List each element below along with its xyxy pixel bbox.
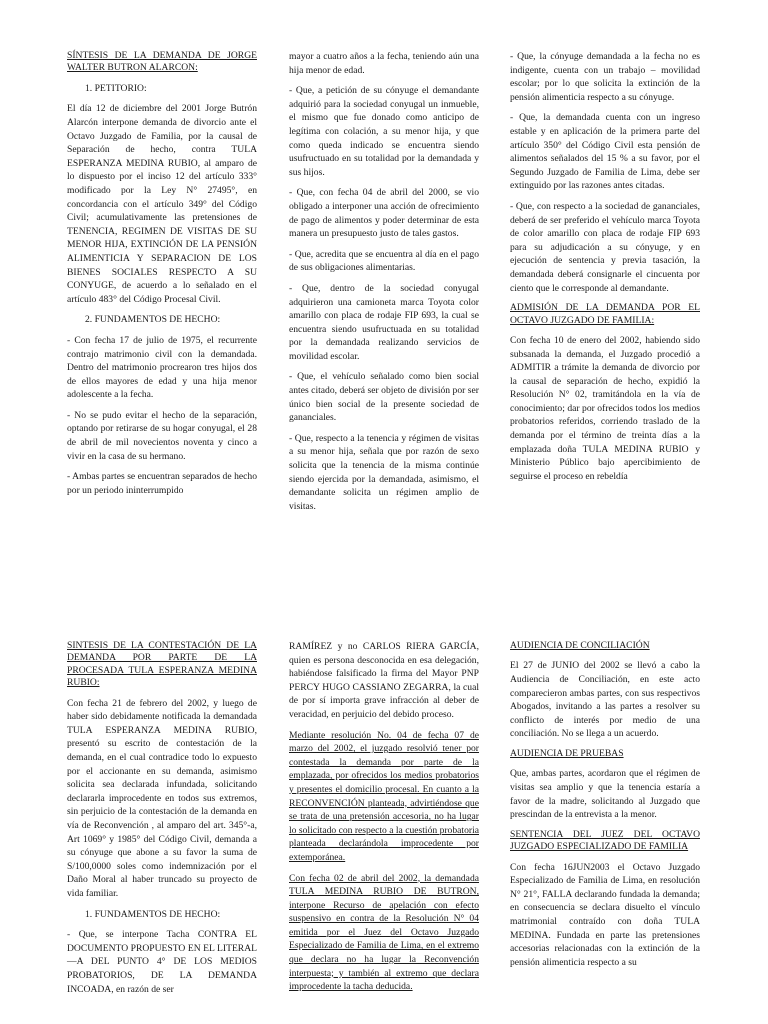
column-right-top	[510, 50, 700, 490]
paragraph: - No se pudo evitar el hecho de la separación, optando por retirarse de su hogar conyugal, el 28 de abril de mil novecientos noventa y cinco a vivir en la casa de su hermano.	[67, 409, 257, 462]
paragraph: Con fecha 21 de febrero del 2002, y luego de haber sido debidamente notificada la demandada TULA ESPERANZA MEDINA RUBIO, presentó su escrito de contestación de la demanda, en el cual contradice todo lo expuesto por el accionante en su demanda, asimismo solicita sea declarada infundada, solicitando declararla improcedente en todos sus extremos, sin perjuicio de la contestación de la demanda en vía de Reconvención , al amparo del art. 345°-a, Art 1069° y 1985° del Código Civil, demanda a su cónyuge que abone a su favor la suma de S/100,0000 soles como indemnización por el Daño Moral al haber truncado su proyecto de vida familiar.	[67, 697, 257, 899]
paragraph: - Que, respecto a la tenencia y régimen de visitas a su menor hija, señala que por razón de sexo solicita que la tenencia de la misma continúe siendo ejercida por la demandada, asimismo, el demandante solicita un régimen amplio de visitas.	[289, 432, 479, 512]
paragraph: El día 12 de diciembre del 2001 Jorge Butrón Alarcón interpone demanda de divorcio ante el Octavo Juzgado de Familia, por la causal de Separación de hecho, contra TULA ESPERANZA MEDINA RUBIO, al amparo de lo dispuesto por el inciso 12 del artículo 333° modificado por la Ley N° 27495°, en concordancia con el artículo 349° del Código Civil; acumulativamente las pretensiones de TENENCIA, REGIMEN DE VISITAS DE SU MENOR HIJA, EXTINCIÓN DE LA PENSIÓN ALIMENTICIA Y SEPARACION DE LOS BIENES SOCIALES RESPECTO A SU CONYUGE, de acuerdo a lo señalado en el artículo 483° del Código Procesal Civil.	[67, 103, 257, 305]
page-upper-half	[0, 50, 768, 550]
paragraph: RAMÍREZ y no CARLOS RIERA GARCÍA, quien es persona desconocida en esa delegación, habiéndose falsificado la firma del Mayor PNP PERCY HUGO CASSIANO ZEGARRA, la cual de por sí importa grave infracción al deber de veracidad, en perjuicio del debido proceso.	[289, 641, 479, 720]
section-heading: SINTESIS DE LA CONTESTACIÓN DE LA DEMANDA POR PARTE DE LA PROCESADA TULA ESPERANZA MEDINA RUBIO:	[67, 640, 257, 689]
underlined-paragraph: Con fecha 02 de abril del 2002, la demandada TULA MEDINA RUBIO DE BUTRON, interpone Recurso de apelación con efecto suspensivo en contra de la Resolución N° 04 emitida por el Juez del Octavo Juzgado Especializado de Familia de Lima, en el extremo que declara no ha lugar la Reconvención interpuesta; y también al extremo que declara improcedente la tacha deducida.	[289, 872, 479, 993]
paragraph: - Que, a petición de su cónyuge el demandante adquirió para la sociedad conyugal un inmueble, el mismo que fue donado como anticipo de legítima con colación, a su menor hija, y que como queda indicado se encuentra siendo usufructuado en su totalidad por la demandada y sus hijos.	[289, 85, 479, 178]
numbered-heading: 1. FUNDAMENTOS DE HECHO:	[85, 908, 221, 920]
section-heading: SENTENCIA DEL JUEZ DEL OCTAVO JUZGADO ESPECIALIZADO DE FAMILIA	[510, 828, 700, 853]
page-lower-half	[0, 640, 768, 1024]
paragraph: Con fecha 10 de enero del 2002, habiendo sido subsanada la demanda, el Juzgado procedió a ADMITIR a trámite la demanda de divorcio por la causal de separación de hecho, expidió la Resolución N° 02, tramitándola en la vía de conocimiento; dar por ofrecidos todos los medios probatorios referidos, corriendo traslado de la demanda por el término de treinta días a la emplazada doña TULA MEDINA RUBIO y Ministerio Público bajo apercibimiento de seguirse el proceso en rebeldía	[510, 334, 700, 482]
section-heading: AUDIENCIA DE PRUEBAS	[510, 747, 624, 759]
paragraph: Que, ambas partes, acordaron que el régimen de visitas sea amplio y que la tenencia estaría a favor de la madre, solicitando al Juzgado que prescindan de la entrevista a la menor.	[510, 768, 700, 821]
paragraph: Con fecha 16JUN2003 el Octavo Juzgado Especializado de Familia de Lima, en resolución N° 21°, FALLA declarando fundada la demanda; en consecuencia se declara disuelto el vínculo matrimonial contraído con doña TULA MEDINA. Fundada en parte las pretensiones accesorias relacionadas con la extinción de la pensión alimenticia respecto a su	[510, 861, 700, 968]
paragraph: - Que, se interpone Tacha CONTRA EL DOCUMENTO PROPUESTO EN EL LITERAL —A DEL PUNTO 4° DE LOS MEDIOS PROBATORIOS, DE LA DEMANDA INCOADA, en razón de ser	[67, 929, 257, 995]
paragraph: mayor a cuatro años a la fecha, teniendo aún una hija menor de edad.	[289, 51, 479, 76]
numbered-heading: 2. FUNDAMENTOS DE HECHO:	[85, 314, 221, 326]
numbered-heading: 1. PETITORIO:	[85, 82, 147, 94]
column-middle-top	[289, 50, 479, 520]
column-middle-bottom	[289, 640, 479, 1001]
paragraph: - Que, con fecha 04 de abril del 2000, se vio obligado a interponer una acción de ofrecimiento de pago de alimentos y poder determinar de esta manera un presupuesto justo de tales gastos.	[289, 187, 479, 240]
column-right-bottom	[510, 640, 700, 976]
paragraph: El 27 de JUNIO del 2002 se llevó a cabo la Audiencia de Conciliación, en este acto comparecieron ambas partes, con sus respectivos Abogados, invitando a las partes a resolver su conflicto de interés por medio de una conciliación. No se llega a un acuerdo.	[510, 660, 700, 740]
paragraph: - Que, acredita que se encuentra al día en el pago de sus obligaciones alimentarias.	[289, 248, 479, 274]
paragraph: - Que, la cónyuge demandada a la fecha no es indigente, cuenta con un trabajo – movilidad escolar; por lo que solicita la extinción de la pensión alimenticia respecto a su cónyuge.	[510, 51, 700, 103]
paragraph: - Con fecha 17 de julio de 1975, el recurrente contrajo matrimonio civil con la demandada. Dentro del matrimonio procrearon tres hijos dos de ellos mayores de edad y una hija menor adolescente a la fecha.	[67, 334, 257, 401]
column-left-bottom	[67, 640, 257, 1003]
section-heading: AUDIENCIA DE CONCILIACIÓN	[510, 640, 650, 651]
paragraph: - Que, dentro de la sociedad conyugal adquirieron una camioneta marca Toyota color amarillo con placa de rodaje FIP 693, la cual se encuentra siendo usufructuada en su totalidad por la demandada realizando servicios de movilidad escolar.	[289, 282, 479, 362]
paragraph: - Que, el vehículo señalado como bien social antes citado, deberá ser objeto de división por ser único bien social de la presente sociedad de gananciales.	[289, 371, 479, 424]
section-heading: ADMISIÓN DE LA DEMANDA POR EL OCTAVO JUZGADO DE FAMILIA:	[510, 302, 700, 326]
paragraph: - Ambas partes se encuentran separados de hecho por un periodo ininterrumpido	[67, 471, 257, 496]
paragraph: - Que, la demandada cuenta con un ingreso estable y en aplicación de la primera parte del artículo 350° del Código Civil esta pensión de alimentos señalados del 15 % a su favor, por el Segundo Juzgado de Familia de Lima, debe ser extinguido por las razones antes citadas.	[510, 112, 700, 192]
column-left-top	[67, 50, 257, 504]
section-heading: SÍNTESIS DE LA DEMANDA DE JORGE WALTER BUTRON ALARCON:	[67, 50, 257, 74]
underlined-paragraph: Mediante resolución No. 04 de fecha 07 de marzo del 2002, el juzgado resolvió tener por contestada la demanda por parte de la emplazada, por ofrecidos los medios probatorios y presentes el domicilio procesal. En cuanto a la RECONVENCIÓN planteada, advirtiéndose que se trata de una pretensión accesoria, no ha lugar lo solicitado con respecto a la cuestión probatoria planteada declarándola improcedente por extemporánea.	[289, 729, 479, 863]
paragraph: - Que, con respecto a la sociedad de gananciales, deberá de ser preferido el vehículo marca Toyota de color amarillo con placa de rodaje FIP 693 para su adjudicación a su cónyuge, y en ejecución de sentencia y previa tasación, la demandada deberá consignarle el cincuenta por ciento que le corresponde al demandante.	[510, 200, 700, 294]
